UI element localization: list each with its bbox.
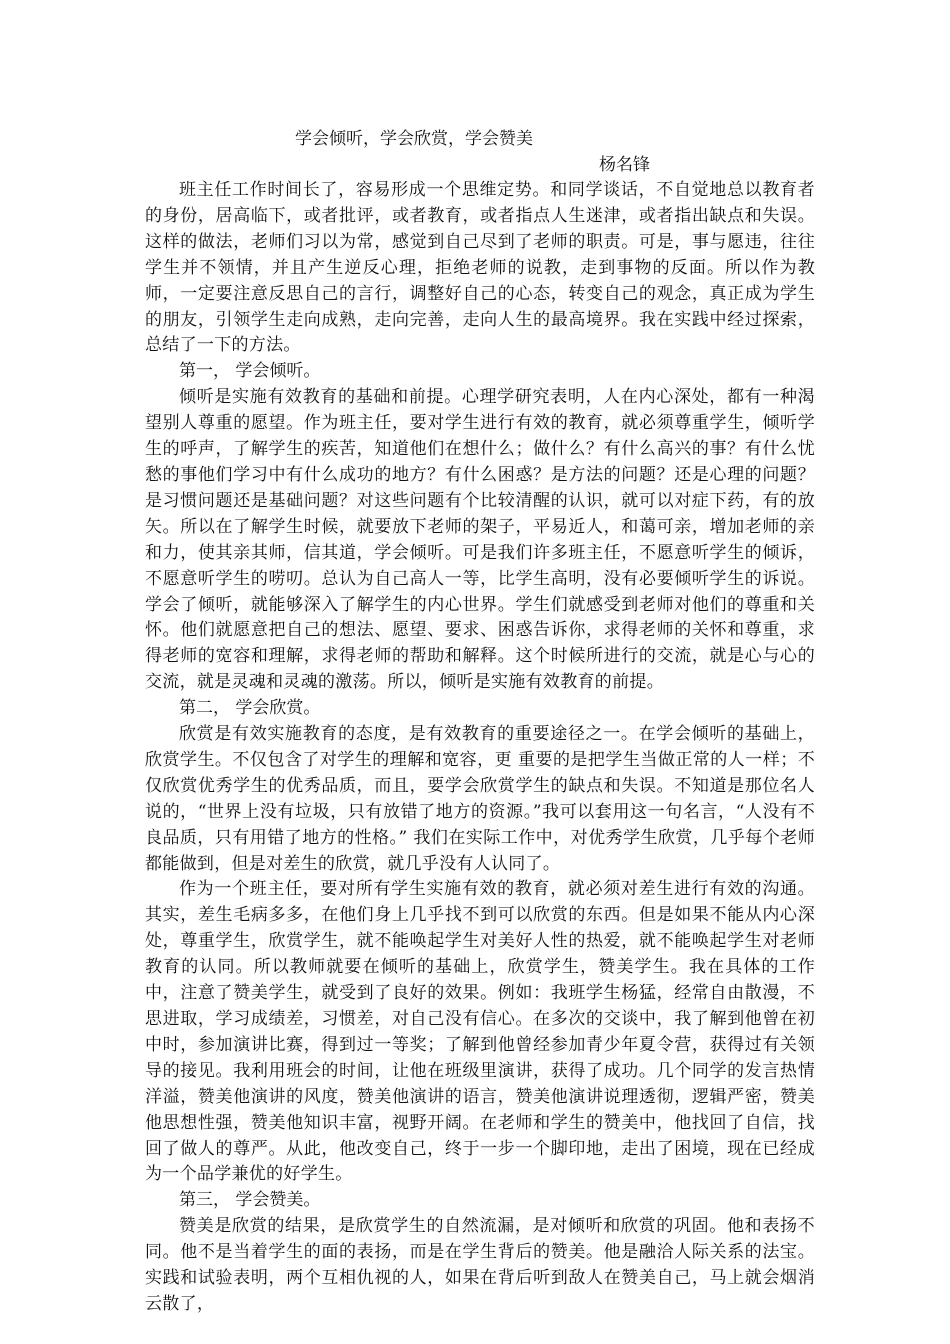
section-listen-paragraph: 倾听是实施有效教育的基础和前提。心理学研究表明，人在内心深处，都有一种渴望别人尊重的愿望。作为班主任，要对学生进行有效的教育，就必须尊重学生，倾听学生的呼声，了解学生的疾苦，知道他们在想什么；做什么？有什么高兴的事？有什么忧愁的事他们学习中有什么成功的地方？有什么困惑？是方法的问题？还是心理的问题？是习惯问题还是基础问题？对这些问题有个比较清醒的认识，就可以对症下药，有的放矢。所以在了解学生时候，就要放下老师的架子，平易近人，和蔼可亲，增加老师的亲和力，使其亲其师，信其道，学会倾听。可是我们许多班主任，不愿意听学生的倾诉，不愿意听学生的唠叨。总认为自己高人一等，比学生高明，没有必要倾听学生的诉说。学会了倾听，就能够深入了解学生的内心世界。学生们就感受到老师对他们的尊重和关怀。他们就愿意把自己的想法、愿望、要求、困惑告诉你，求得老师的关怀和尊重，求得老师的宽容和理解，求得老师的帮助和解释。这个时候所进行的交流，就是心与心的交流，就是灵魂和灵魂的激荡。所以，倾听是实施有效教育的前提。 bbox=[145, 387, 815, 693]
document-page bbox=[145, 126, 815, 1318]
section-heading-listen: 第一， 学会倾听。 bbox=[179, 361, 321, 382]
section-heading-appreciate: 第二， 学会欣赏。 bbox=[179, 698, 321, 719]
section-heading-praise: 第三， 学会赞美。 bbox=[179, 1190, 321, 1211]
author-name: 杨名锋 bbox=[599, 155, 650, 175]
section-praise-paragraph: 赞美是欣赏的结果，是欣赏学生的自然流漏，是对倾听和欣赏的巩固。他和表扬不同。他不是当着学生的面的表扬，而是在学生背后的赞美。他是融洽人际关系的法宝。实践和试验表明，两个互相仇视的人，如果在背后听到敌人在赞美自己，马上就会烟消云散了， bbox=[145, 1216, 815, 1314]
document-title: 学会倾听，学会欣赏，学会赞美 bbox=[295, 129, 533, 149]
section-appreciate-paragraph-2: 作为一个班主任，要对所有学生实施有效的教育，就必须对差生进行有效的沟通。其实，差生毛病多多，在他们身上几乎找不到可以欣赏的东西。但是如果不能从内心深处，尊重学生，欣赏学生，就不能唤起学生对美好人性的热爱，就不能唤起学生对老师教育的认同。所以教师就要在倾听的基础上，欣赏学生，赞美学生。我在具体的工作中，注意了赞美学生，就受到了良好的效果。例如：我班学生杨猛，经常自由散漫，不思进取，学习成绩差，习惯差，对自己没有信心。在多次的交谈中，我了解到他曾在初中时，参加演讲比赛，得到过一等奖；了解到他曾经参加青少年夏令营，获得过有关领导的接见。我利用班会的时间，让他在班级里演讲，获得了成功。几个同学的发言热情洋溢，赞美他演讲的风度，赞美他演讲的语言，赞美他演讲说理透彻，逻辑严密，赞美他思想性强，赞美他知识丰富，视野开阔。在老师和学生的赞美中，他找回了自信，找回了做人的尊严。从此，他改变自己，终于一步一个脚印地，走出了困境，现在已经成为一个品学兼优的好学生。 bbox=[145, 879, 815, 1185]
section-appreciate-paragraph-1: 欣赏是有效实施教育的态度，是有效教育的重要途径之一。在学会倾听的基础上，欣赏学生。不仅包含了对学生的理解和宽容，更 重要的是把学生当做正常的人一样；不仅欣赏优秀学生的优秀品质，而且，要学会欣赏学生的缺点和失误。不知道是那位名人说的，“世界上没有垃圾，只有放错了地方的资源。”我可以套用这一句名言，“人没有不良品质，只有用错了地方的性格。” 我们在实际工作中，对优秀学生欣赏，几乎每个老师都能做到，但是对差生的欣赏，就几乎没有人认同了。 bbox=[145, 724, 815, 874]
intro-paragraph: 班主任工作时间长了，容易形成一个思维定势。和同学谈话，不自觉地总以教育者的身份，居高临下，或者批评，或者教育，或者指点人生迷津，或者指出缺点和失误。这样的做法，老师们习以为常，感觉到自己尽到了老师的职责。可是，事与愿违，往往学生并不领情，并且产生逆反心理，拒绝老师的说教，走到事物的反面。所以作为教师，一定要注意反思自己的言行，调整好自己的心态，转变自己的观念，真正成为学生的朋友，引领学生走向成熟，走向完善，走向人生的最高境界。我在实践中经过探索，总结了一下的方法。 bbox=[145, 180, 815, 356]
